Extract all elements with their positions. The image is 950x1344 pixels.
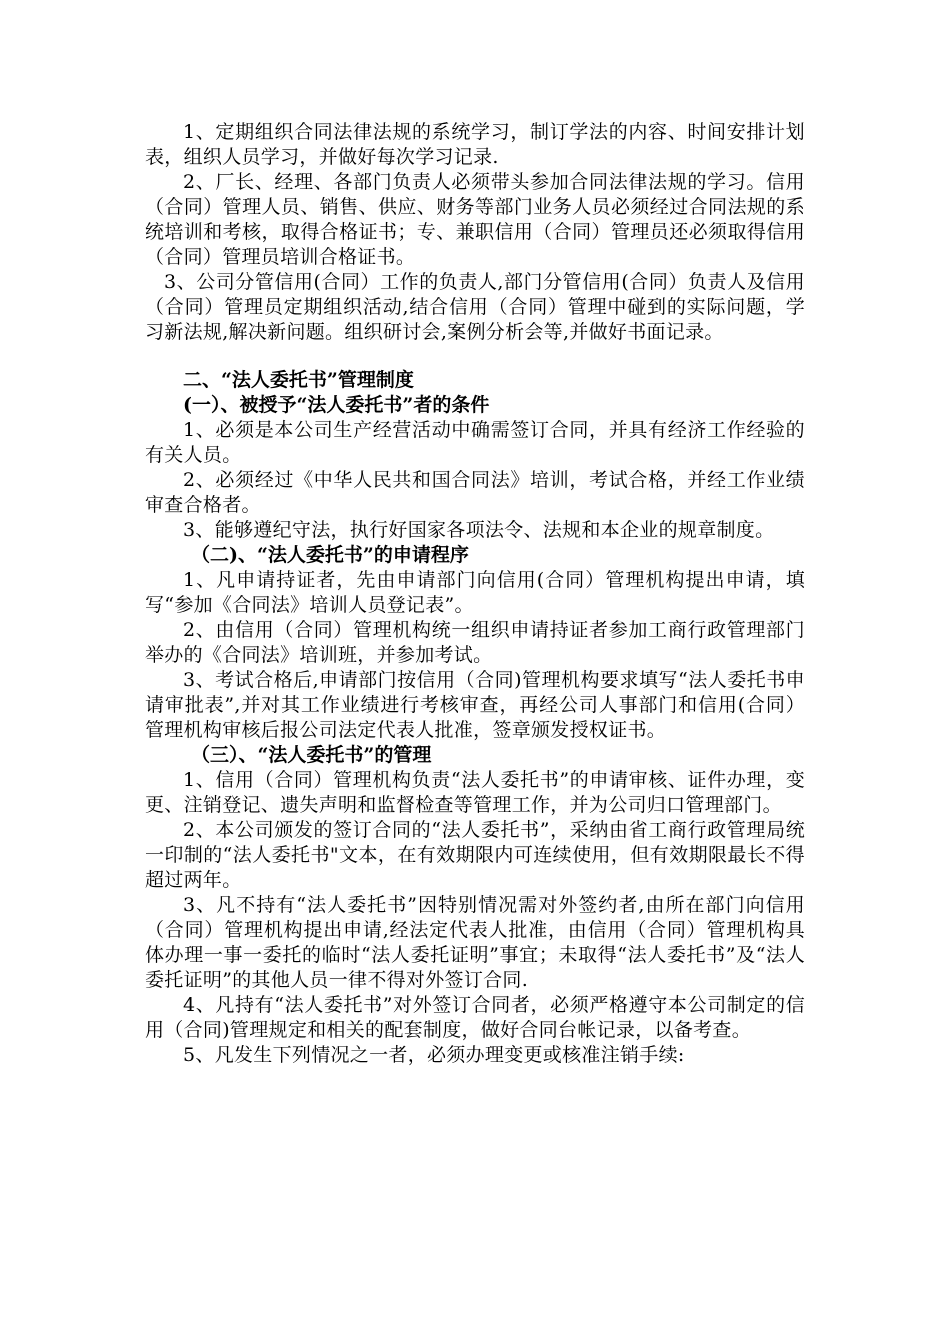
subsection-heading-management: （三）、“法人委托书”的管理 [191, 744, 432, 766]
application-item-2: 2、由信用（合同）管理机构统一组织申请持证者参加工商行政管理部门举办的《合同法》培训班，并参加考试。 [145, 619, 805, 666]
section-heading-power-of-attorney: 二、“法人委托书”管理制度 [183, 369, 414, 391]
management-item-1: 1、信用（合同）管理机构负责“法人委托书”的申请审核、证件办理，变更、注销登记、遗失声明和监督检查等管理工作，并为公司归口管理部门。 [145, 769, 805, 816]
conditions-item-1: 1、必须是本公司生产经营活动中确需签订合同，并具有经济工作经验的有关人员。 [145, 419, 805, 466]
management-item-2: 2、本公司颁发的签订合同的“法人委托书”，采纳由省工商行政管理局统一印制的“法人委托书"文本，在有效期限内可连续使用，但有效期限最长不得超过两年。 [145, 819, 805, 891]
application-item-3: 3、考试合格后,申请部门按信用（合同)管理机构要求填写“法人委托书申请审批表”,并对其工作业绩进行考核审查，再经公司人事部门和信用(合同）管理机构审核后报公司法定代表人批准，签章颁发授权证书。 [145, 669, 805, 741]
section-spacer [145, 345, 805, 368]
management-item-4: 4、凡持有“法人委托书”对外签订合同者，必须严格遵守本公司制定的信用（合同)管理规定和相关的配套制度，做好合同台帐记录，以备考查。 [145, 994, 805, 1041]
paragraph-study-2: 2、厂长、经理、各部门负责人必须带头参加合同法律法规的学习。信用（合同）管理人员、销售、供应、财务等部门业务人员必须经过合同法规的系统培训和考核，取得合格证书；专、兼职信用（合同）管理员还必须取得信用（合同）管理员培训合格证书。 [145, 171, 805, 268]
subsection-heading-application: （二)、“法人委托书”的申请程序 [191, 544, 469, 566]
paragraph-study-3: 3、公司分管信用(合同）工作的负责人,部门分管信用(合同）负责人及信用（合同）管理员定期组织活动,结合信用（合同）管理中碰到的实际问题，学习新法规,解决新问题。组织研讨会,案例分析会等,并做好书面记录。 [145, 271, 805, 343]
application-item-1: 1、凡申请持证者，先由申请部门向信用(合同）管理机构提出申请，填写“参加《合同法》培训人员登记表”。 [145, 569, 805, 616]
conditions-item-3: 3、能够遵纪守法，执行好国家各项法令、法规和本企业的规章制度。 [183, 519, 775, 541]
management-item-5: 5、凡发生下列情况之一者，必须办理变更或核准注销手续: [183, 1044, 685, 1066]
management-item-3: 3、凡不持有“法人委托书”因特别情况需对外签约者,由所在部门向信用（合同）管理机构提出申请,经法定代表人批准，由信用（合同）管理机构具体办理一事一委托的临时“法人委托证明”事宜；未取得“法人委托书”及“法人委托证明”的其他人员一律不得对外签订合同. [145, 894, 805, 991]
subsection-heading-conditions: (一）、被授予“法人委托书”者的条件 [183, 394, 490, 416]
document-body [145, 120, 805, 1068]
conditions-item-2: 2、必须经过《中华人民共和国合同法》培训，考试合格，并经工作业绩审查合格者。 [145, 469, 805, 516]
paragraph-study-1: 1、定期组织合同法律法规的系统学习，制订学法的内容、时间安排计划表，组织人员学习，并做好每次学习记录. [145, 121, 805, 168]
